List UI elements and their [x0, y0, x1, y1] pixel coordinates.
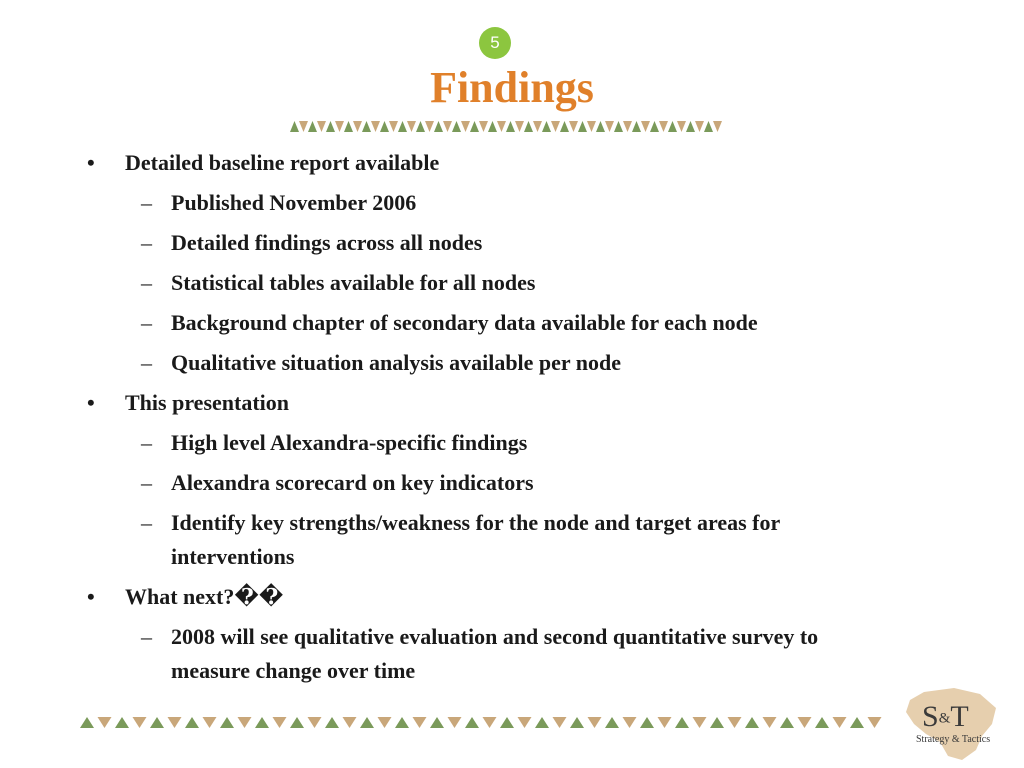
dash-marker: –: [141, 510, 152, 535]
decor-triangle: [150, 717, 164, 728]
decor-triangle: [395, 717, 409, 728]
decor-triangle: [780, 717, 794, 728]
bullet-marker: •: [87, 150, 95, 175]
slide-number-badge: 5: [479, 27, 511, 59]
sub-bullet-text: Alexandra scorecard on key indicators: [171, 470, 534, 495]
decor-triangle: [378, 717, 392, 728]
decor-triangle: [360, 717, 374, 728]
bullet-text: This presentation: [125, 390, 290, 415]
logo-tagline: Strategy & Tactics: [916, 734, 991, 745]
decor-triangle: [728, 717, 742, 728]
decor-triangle: [745, 717, 759, 728]
decor-triangle: [203, 717, 217, 728]
decor-triangle: [168, 717, 182, 728]
decor-triangle: [623, 717, 637, 728]
decor-triangle: [833, 717, 847, 728]
sub-bullet-text: Detailed findings across all nodes: [171, 230, 483, 255]
bullet-text: What next?��: [125, 584, 284, 609]
triangle-divider-bottom: [80, 716, 900, 730]
bullet-marker: •: [87, 390, 95, 415]
decor-triangle: [413, 717, 427, 728]
bullet-marker: •: [87, 584, 95, 609]
sub-bullet-item: [141, 620, 819, 654]
decor-triangle: [588, 717, 602, 728]
bullet-item: [87, 386, 290, 420]
decor-triangle: [483, 717, 497, 728]
sub-bullet-item: [141, 226, 483, 260]
decor-triangle: [658, 717, 672, 728]
dash-marker: –: [141, 470, 152, 495]
sub-bullet-text: Background chapter of secondary data available for each node: [171, 310, 758, 335]
decor-triangle: [815, 717, 829, 728]
sub-bullet-text: interventions: [171, 544, 295, 569]
bullet-text: Detailed baseline report available: [125, 150, 440, 175]
decor-triangle: [308, 717, 322, 728]
decor-triangle: [98, 717, 112, 728]
decor-triangle: [535, 717, 549, 728]
sub-bullet-item: [141, 506, 781, 540]
slide-title: Findings: [430, 63, 594, 112]
decor-triangle: [553, 717, 567, 728]
bullet-item: [87, 580, 284, 614]
dash-marker: –: [141, 270, 152, 295]
decor-triangle: [640, 717, 654, 728]
decor-triangle: [448, 717, 462, 728]
decor-triangle: [220, 717, 234, 728]
decor-triangle: [255, 717, 269, 728]
dash-marker: –: [141, 430, 152, 455]
sub-bullet-text: Statistical tables available for all nodes: [171, 270, 536, 295]
decor-triangle: [115, 717, 129, 728]
decor-triangle: [273, 717, 287, 728]
dash-marker: –: [141, 310, 152, 335]
logo-wordmark: [922, 700, 969, 734]
decor-triangle: [325, 717, 339, 728]
sub-bullet-item: [141, 426, 528, 460]
sub-bullet-item: [141, 346, 622, 380]
dash-marker: –: [141, 624, 152, 649]
sub-bullet-item: [141, 306, 758, 340]
dash-marker: –: [141, 230, 152, 255]
decor-triangle: [343, 717, 357, 728]
decor-triangle: [238, 717, 252, 728]
sub-bullet-continuation: [171, 540, 294, 574]
decor-triangle: [693, 717, 707, 728]
sub-bullet-continuation: [171, 654, 415, 688]
decor-triangle: [850, 717, 864, 728]
company-logo: [884, 684, 1014, 764]
decor-triangle: [290, 717, 304, 728]
decor-triangle: [500, 717, 514, 728]
decor-triangle: [133, 717, 147, 728]
decor-triangle: [430, 717, 444, 728]
sub-bullet-text: High level Alexandra-specific findings: [171, 430, 528, 455]
decor-triangle: [570, 717, 584, 728]
decor-triangle: [868, 717, 882, 728]
decor-triangle: [465, 717, 479, 728]
dash-marker: –: [141, 350, 152, 375]
sub-bullet-text: Qualitative situation analysis available per node: [171, 350, 622, 375]
decor-triangle: [675, 717, 689, 728]
sub-bullet-text: Identify key strengths/weakness for the node and target areas for: [171, 510, 781, 535]
decor-triangle: [710, 717, 724, 728]
dash-marker: –: [141, 190, 152, 215]
sub-bullet-text: Published November 2006: [171, 190, 417, 215]
decor-triangle: [605, 717, 619, 728]
sub-bullet-text: measure change over time: [171, 658, 416, 683]
bullet-item: [87, 146, 440, 180]
sub-bullet-item: [141, 466, 534, 500]
sub-bullet-text: 2008 will see qualitative evaluation and second quantitative survey to: [171, 624, 819, 649]
logo-letter-t: T: [950, 700, 969, 733]
logo-ampersand: &: [938, 710, 951, 727]
decor-triangle: [518, 717, 532, 728]
sub-bullet-item: [141, 186, 417, 220]
logo-letter-s: S: [922, 700, 939, 733]
decor-triangle: [80, 717, 94, 728]
decor-triangle: [763, 717, 777, 728]
sub-bullet-item: [141, 266, 536, 300]
decor-triangle: [798, 717, 812, 728]
decor-triangle: [185, 717, 199, 728]
